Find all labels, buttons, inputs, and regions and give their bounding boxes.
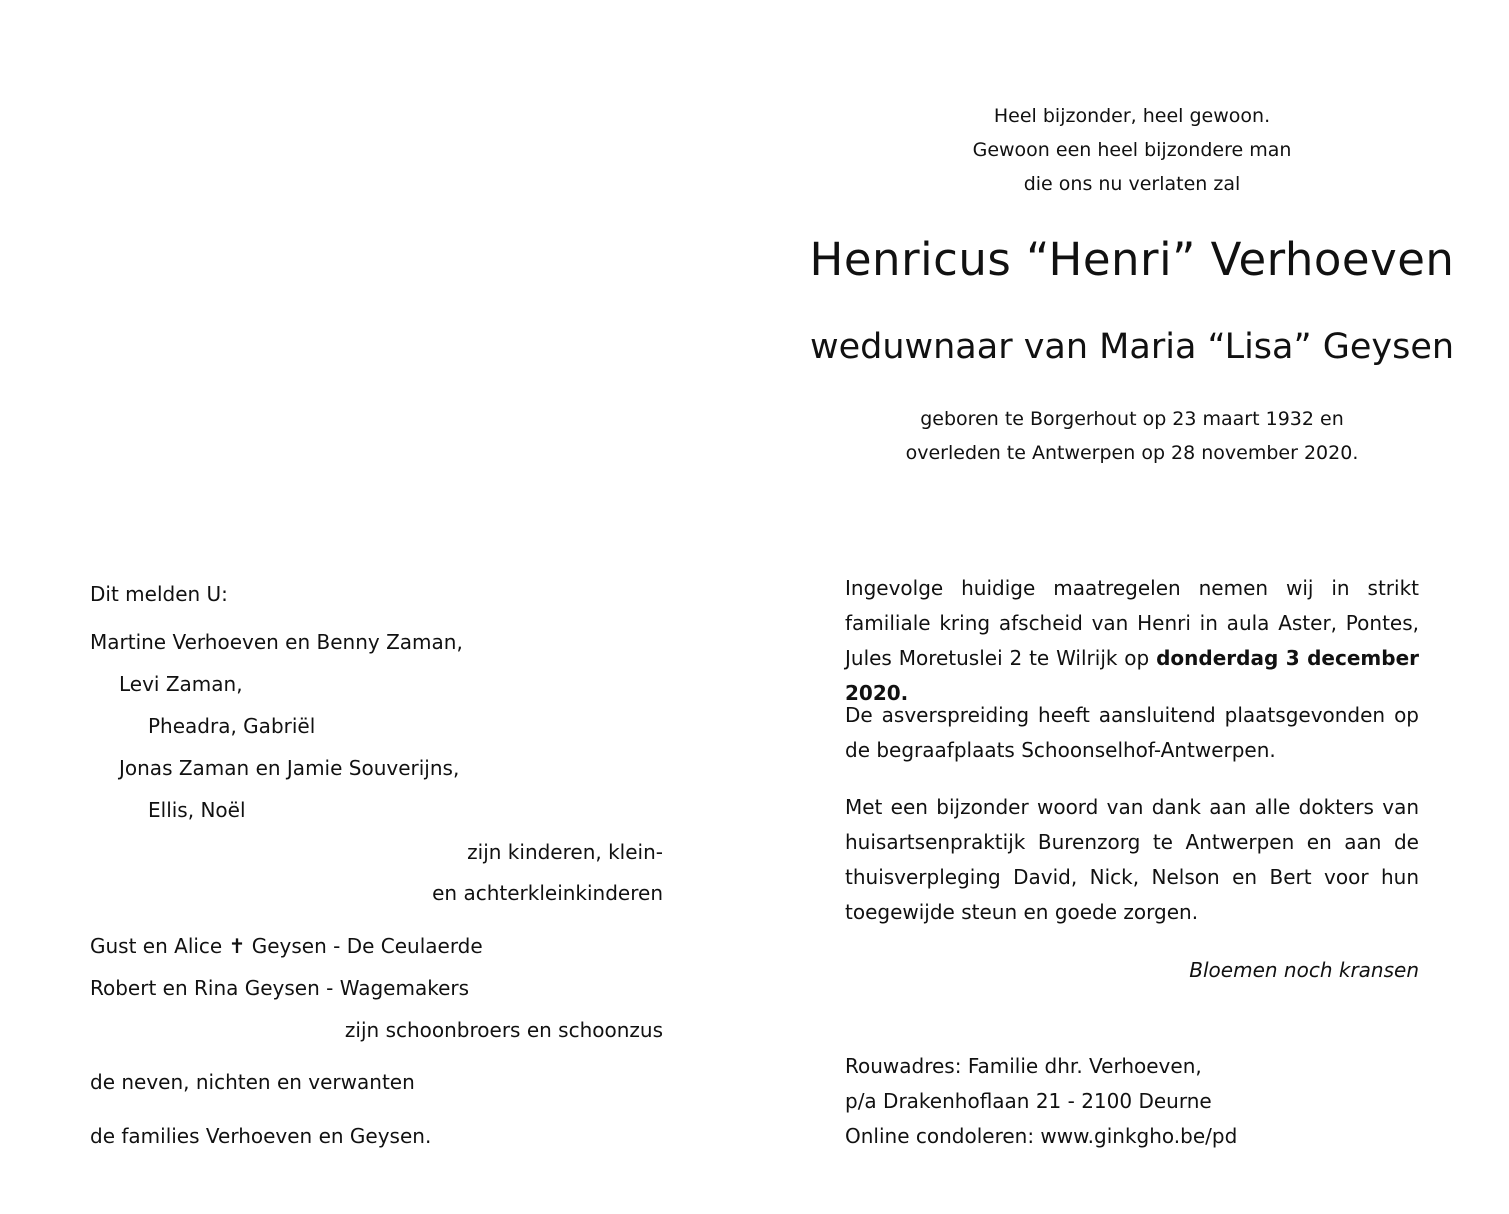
great-grandchildren-2: Ellis, Noël: [148, 798, 246, 822]
address-line-1: Rouwadres: Familie dhr. Verhoeven,: [845, 1054, 1202, 1078]
death-line: overleden te Antwerpen op 28 november 2020.: [905, 442, 1359, 464]
grandchild-2: Jonas Zaman en Jamie Souverijns,: [119, 756, 460, 780]
inlaw-1-names: Gust en Alice: [90, 934, 223, 958]
child-1: Martine Verhoeven en Benny Zaman,: [90, 630, 463, 654]
great-grandchildren-1: Pheadra, Gabriël: [148, 714, 316, 738]
children-relation-2: en achterkleinkinderen: [432, 881, 663, 905]
family-intro: Dit melden U:: [90, 582, 228, 606]
condolence-link[interactable]: Online condoleren: www.ginkgho.be/pd: [845, 1124, 1238, 1148]
deceased-name: Henricus “Henri” Verhoeven: [809, 233, 1455, 286]
families-line: de families Verhoeven en Geysen.: [90, 1124, 432, 1148]
grandchild-1: Levi Zaman,: [119, 672, 243, 696]
ashes-paragraph: De asverspreiding heeft aansluitend plaatsgevonden op de begraafplaats Schoonselhof-Antwerpen.: [845, 703, 1419, 762]
inlaw-1: [90, 934, 483, 958]
children-relation-1: zijn kinderen, klein-: [467, 840, 663, 864]
inlaw-1-surname: Geysen - De Ceulaerde: [251, 934, 483, 958]
flowers-note: Bloemen noch kransen: [1189, 958, 1419, 982]
birth-line: geboren te Borgerhout op 23 maart 1932 en: [920, 408, 1344, 430]
farewell-text: Ingevolge huidige maatregelen nemen wij in strikt familiale kring afscheid van Henri in aula Aster, Pontes, Jules Moretuslei 2 te Wilrijk op: [845, 576, 1419, 670]
inlaw-2: Robert en Rina Geysen - Wagemakers: [90, 976, 470, 1000]
relatives-line: de neven, nichten en verwanten: [90, 1070, 415, 1094]
intro-line-2: Gewoon een heel bijzondere man: [972, 139, 1292, 161]
inlaw-relation: zijn schoonbroers en schoonzus: [344, 1018, 663, 1042]
farewell-date: donderdag 3 december 2020.: [845, 646, 1419, 705]
address-line-2: p/a Drakenhoflaan 21 - 2100 Deurne: [845, 1089, 1212, 1113]
widower-line: weduwnaar van Maria “Lisa” Geysen: [809, 327, 1455, 367]
intro-line-3: die ons nu verlaten zal: [1023, 173, 1241, 195]
intro-line-1: Heel bijzonder, heel gewoon.: [993, 105, 1271, 127]
thanks-paragraph: Met een bijzonder woord van dank aan alle dokters van huisartsenpraktijk Burenzorg te Antwerpen en aan de thuisverpleging David, Nick, Nelson en Bert voor hun toegewijde steun en goede zorgen.: [845, 795, 1419, 924]
cross-icon: ✝: [228, 934, 246, 958]
farewell-paragraph: [845, 571, 1419, 711]
